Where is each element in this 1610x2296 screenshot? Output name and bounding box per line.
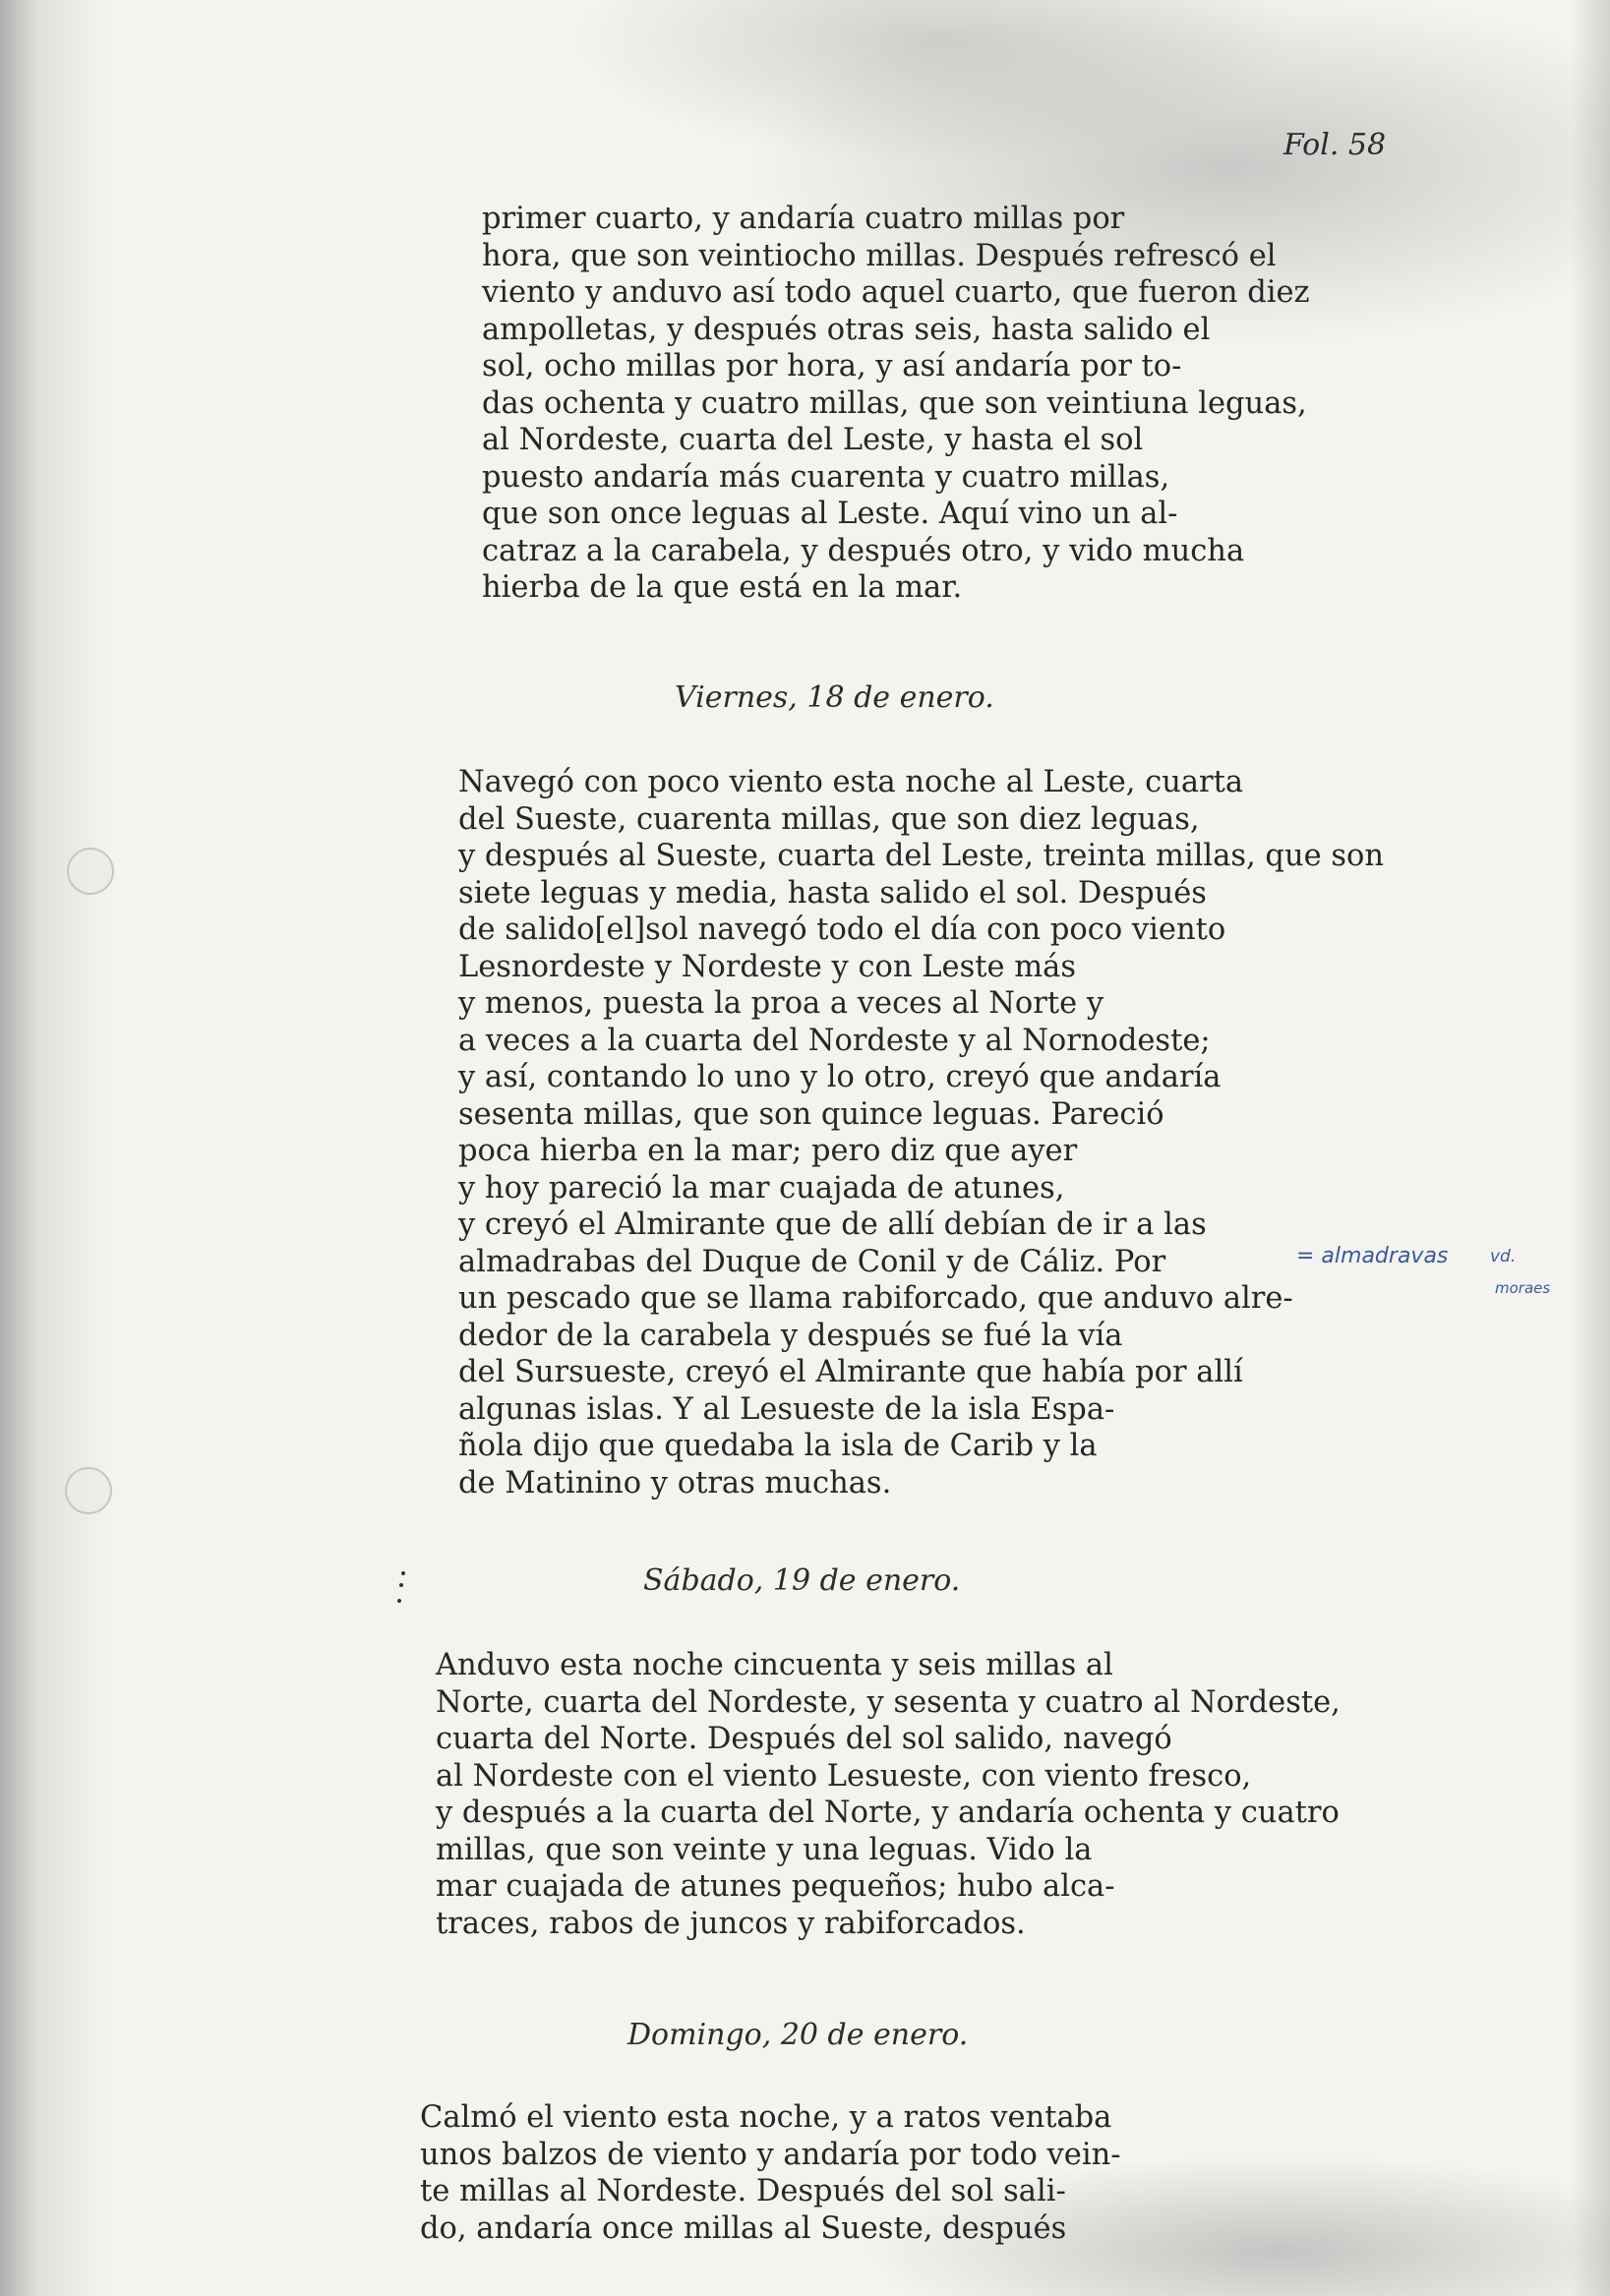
margin-note-vd: vd. (1490, 1247, 1517, 1266)
text-line: Norte, cuarta del Nordeste, y sesenta y cuatro al Nordeste, (436, 1684, 1341, 1720)
margin-note-moraes: moraes (1495, 1279, 1551, 1297)
text-line: al Nordeste con el viento Lesueste, con viento fresco, (436, 1758, 1252, 1794)
margin-mark (397, 1599, 401, 1603)
heading-domingo: Domingo, 20 de enero. (627, 2018, 969, 2052)
text-line: y después a la cuarta del Norte, y andaría ochenta y cuatro (436, 1796, 1340, 1830)
paragraph-2 (458, 764, 1384, 1501)
text-line: poca hierba en la mar; pero diz que ayer (458, 1134, 1078, 1168)
text-line: catraz a la carabela, y después otro, y vido mucha (482, 533, 1245, 568)
text-line: mar cuajada de atunes pequeños; hubo alca- (436, 1869, 1115, 1904)
heading-viernes: Viernes, 18 de enero. (675, 680, 994, 715)
heading-sabado: Sábado, 19 de enero. (643, 1563, 961, 1598)
margin-mark (399, 1583, 403, 1587)
text-line: unos balzos de viento y andaría por todo vein- (420, 2137, 1121, 2172)
text-line: de salido[el]sol navegó todo el día con poco viento (458, 913, 1226, 947)
text-line: almadrabas del Duque de Conil y de Cáliz. Por (458, 1244, 1166, 1279)
margin-note-almadravas: = almadravas (1296, 1244, 1449, 1268)
text-line: puesto andaría más cuarenta y cuatro millas, (482, 459, 1170, 495)
text-line: sol, ocho millas por hora, y así andaría por to- (482, 349, 1182, 383)
text-line: y después al Sueste, cuarta del Leste, treinta millas, que son (458, 839, 1384, 873)
punch-hole (65, 1467, 112, 1514)
text-line: Navegó con poco viento esta noche al Leste, cuarta (458, 765, 1244, 799)
folio-number: Fol. 58 (1283, 128, 1387, 162)
text-line: y hoy pareció la mar cuajada de atunes, (458, 1170, 1065, 1206)
paragraph-3 (436, 1647, 1341, 1942)
text-line: do, andaría once millas al Sueste, después (420, 2210, 1067, 2246)
text-line: Calmó el viento esta noche, y a ratos ventaba (420, 2100, 1112, 2135)
text-line: viento y anduvo así todo aquel cuarto, que fueron diez (482, 275, 1310, 310)
text-line: Anduvo esta noche cincuenta y seis millas al (436, 1648, 1113, 1682)
text-line: sesenta millas, que son quince leguas. Pareció (458, 1096, 1164, 1132)
text-line: al Nordeste, cuarta del Leste, y hasta el sol (482, 423, 1144, 457)
text-line: que son once leguas al Leste. Aquí vino un al- (482, 497, 1178, 531)
text-line: dedor de la carabela y después se fué la vía (458, 1318, 1123, 1353)
text-line: de Matinino y otras muchas. (458, 1465, 892, 1501)
text-line: das ochenta y cuatro millas, que son veintiuna leguas, (482, 385, 1307, 421)
text-line: siete leguas y media, hasta salido el sol. Después (458, 875, 1207, 911)
text-line: traces, rabos de juncos y rabiforcados. (436, 1906, 1026, 1941)
text-line: del Sueste, cuarenta millas, que son diez leguas, (458, 801, 1200, 837)
text-line: millas, que son veinte y una leguas. Vido la (436, 1832, 1093, 1867)
text-line: te millas al Nordeste. Después del sol sali- (420, 2174, 1066, 2208)
text-line: algunas islas. Y al Lesueste de la isla Espa- (458, 1391, 1115, 1427)
text-line: y menos, puesta la proa a veces al Norte y (458, 986, 1104, 1021)
text-line: del Sursueste, creyó el Almirante que había por allí (458, 1355, 1243, 1389)
text-line: cuarta del Norte. Después del sol salido, navegó (436, 1722, 1172, 1756)
text-line: hora, que son veintiocho millas. Después refrescó el (482, 238, 1277, 273)
text-line: a veces a la cuarta del Nordeste y al Nornodeste; (458, 1023, 1211, 1058)
text-line: hierba de la que está en la mar. (482, 570, 963, 605)
margin-mark (401, 1571, 405, 1575)
text-line: ñola dijo que quedaba la isla de Carib y la (458, 1429, 1098, 1463)
text-line: y creyó el Almirante que de allí debían de ir a las (458, 1207, 1207, 1242)
text-line: primer cuarto, y andaría cuatro millas por (482, 202, 1125, 236)
text-line: un pescado que se llama rabiforcado, que anduvo alre- (458, 1281, 1293, 1316)
paragraph-4 (420, 2099, 1121, 2247)
text-line: ampolletas, y después otras seis, hasta salido el (482, 312, 1211, 347)
paragraph-1 (482, 201, 1310, 607)
punch-hole (67, 848, 114, 895)
text-line: Lesnordeste y Nordeste y con Leste más (458, 949, 1076, 984)
text-line: y así, contando lo uno y lo otro, creyó que andaría (458, 1060, 1222, 1094)
